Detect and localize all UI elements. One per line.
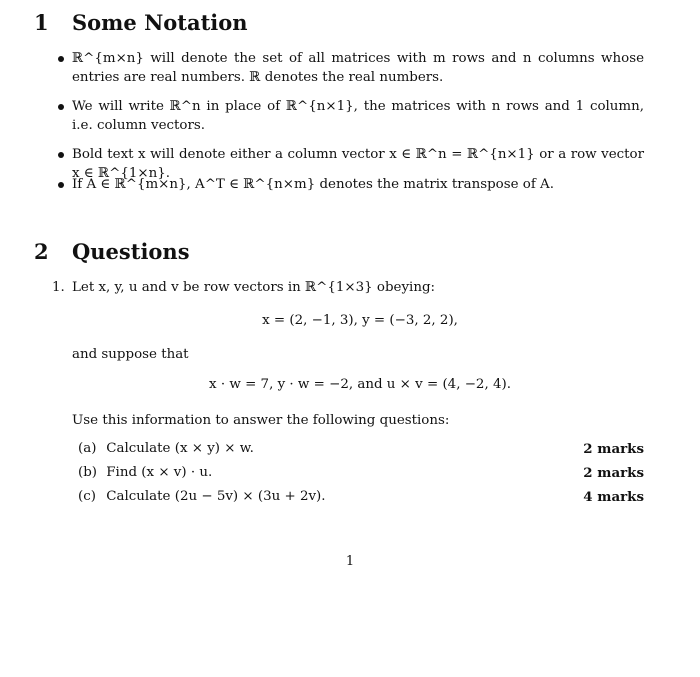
bullet-icon — [58, 104, 64, 110]
part-label: (a) — [78, 441, 97, 456]
section-title: Questions — [72, 239, 190, 264]
section-heading-questions — [34, 239, 190, 264]
equation-xy: x = (2, −1, 3), y = (−3, 2, 2), — [262, 313, 458, 328]
question-number: 1. — [52, 280, 65, 295]
bullet-text: If A ∈ ℝ^{m×n}, A^T ∈ ℝ^{n×m} denotes the matrix transpose of A. — [72, 177, 554, 192]
bullet-icon — [58, 182, 64, 188]
section-number: 2 — [34, 239, 49, 264]
question-part-c — [78, 489, 644, 504]
bullet-text: We will write ℝ^n in place of ℝ^{n×1}, the matrices with n rows and 1 column, i.e. column vectors. — [72, 99, 644, 133]
bullet-text: ℝ^{m×n} will denote the set of all matrices with m rows and n columns whose entries are real numbers. ℝ denotes the real numbers. — [72, 51, 644, 85]
section-heading-notation — [34, 10, 248, 35]
part-marks: 2 marks — [583, 465, 644, 481]
question-instruction: Use this information to answer the following questions: — [72, 413, 450, 428]
part-marks: 4 marks — [583, 489, 644, 505]
question-part-a — [78, 441, 644, 456]
bullet-icon — [58, 152, 64, 158]
bullet-icon — [58, 56, 64, 62]
notation-bullet-4 — [58, 175, 644, 194]
equation-conditions: x · w = 7, y · w = −2, and u × v = (4, −2, 4). — [209, 377, 511, 392]
question-middle-text: and suppose that — [72, 347, 189, 362]
part-text: Calculate (2u − 5v) × (3u + 2v). — [106, 489, 326, 504]
section-title: Some Notation — [72, 10, 248, 35]
part-text: Calculate (x × y) × w. — [106, 441, 254, 456]
part-label: (c) — [78, 489, 96, 504]
part-marks: 2 marks — [583, 441, 644, 457]
bullet-text: Bold text x will denote either a column vector x ∈ ℝ^n = ℝ^{n×1} or a row vector x ∈ ℝ^{1×n}. — [72, 147, 644, 181]
part-text: Find (x × v) · u. — [106, 465, 213, 480]
page-number: 1 — [345, 554, 355, 569]
section-number: 1 — [34, 10, 49, 35]
question-intro: Let x, y, u and v be row vectors in ℝ^{1×3} obeying: — [72, 280, 436, 295]
question-part-b — [78, 465, 644, 480]
notation-bullet-1 — [58, 49, 644, 87]
part-label: (b) — [78, 465, 98, 480]
notation-bullet-2 — [58, 97, 644, 135]
